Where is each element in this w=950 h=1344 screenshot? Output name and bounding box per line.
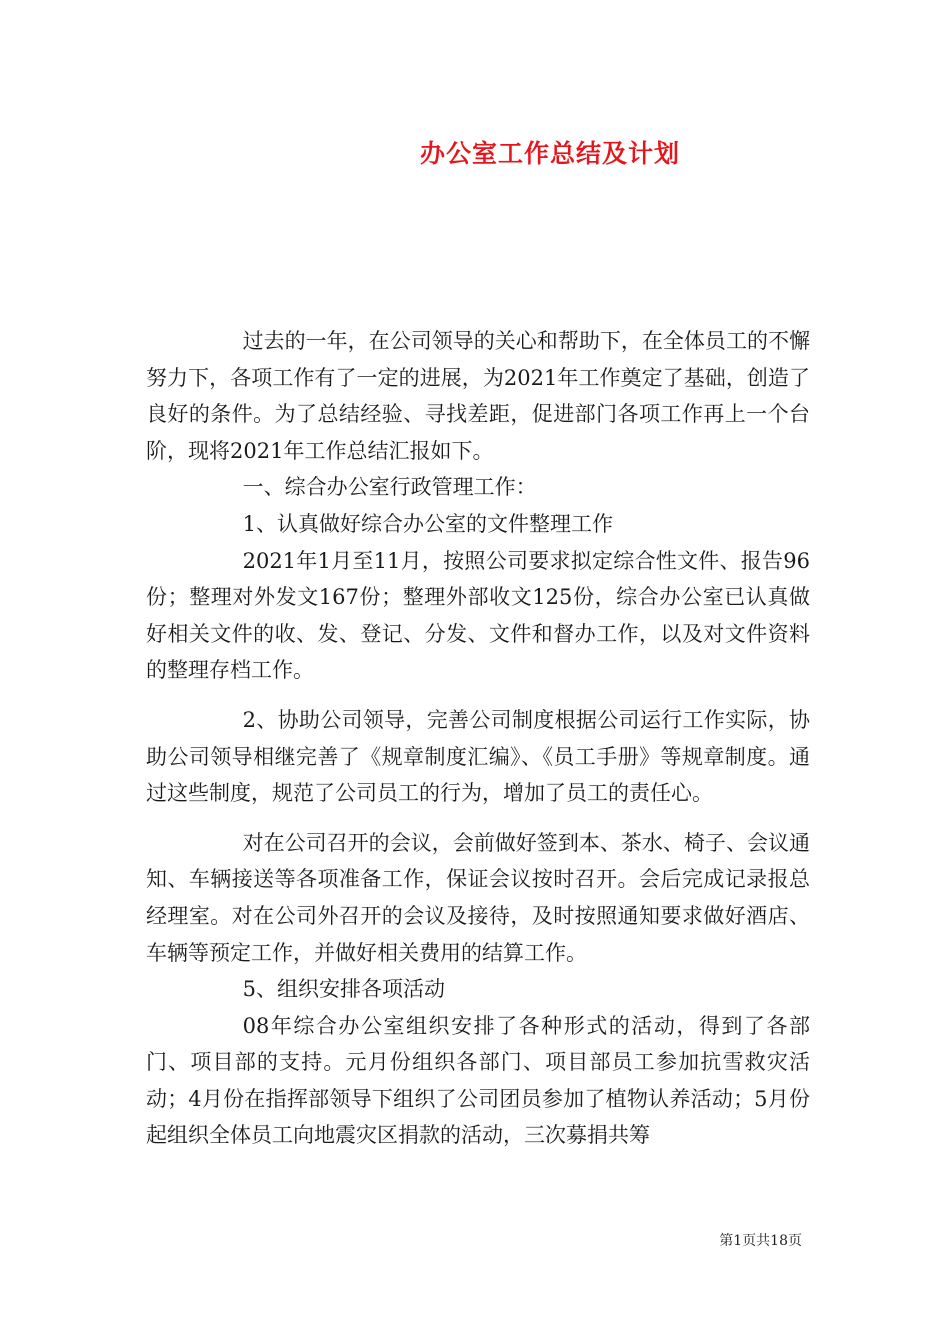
subheading-activities: 5、组织安排各项活动: [242, 977, 445, 1002]
paragraph-meetings: 对在公司召开的会议，会前做好签到本、茶水、椅子、会议通知、车辆接送等各项准备工作，保证会议按时召开。会后完成记录报总经理室。对在公司外召开的会议及接待，及时按照通知要求做好酒店、车辆等预定工作，并做好相关费用的结算工作。: [146, 830, 810, 965]
paragraph-assist-leaders: 2、协助公司领导，完善公司制度根据公司运行工作实际，协助公司领导相继完善了《规章制度汇编》、《员工手册》等规章制度。通过这些制度，规范了公司员工的行为，增加了员工的责任心。: [146, 707, 810, 806]
page-number-footer: 第1页共18页: [719, 1233, 802, 1249]
paragraph-file-work: 2021年1月至11月，按照公司要求拟定综合性文件、报告96份；整理对外发文167份；整理外部收文125份，综合办公室已认真做好相关文件的收、发、登记、分发、文件和督办工作，以及对文件资料的整理存档工作。: [146, 548, 810, 683]
section-heading-admin: 一、综合办公室行政管理工作：: [242, 475, 537, 500]
document-title: 办公室工作总结及计划: [419, 139, 680, 168]
paragraph-activities: 08年综合办公室组织安排了各种形式的活动，得到了各部门、项目部的支持。元月份组织各部门、项目部员工参加抗雪救灾活动；4月份在指挥部领导下组织了公司团员参加了植物认养活动；5月份起组织全体员工向地震灾区捐款的活动，三次募捐共筹: [146, 1013, 810, 1148]
subheading-file-work: 1、认真做好综合办公室的文件整理工作: [242, 511, 613, 536]
paragraph-intro: 过去的一年，在公司领导的关心和帮助下，在全体员工的不懈努力下，各项工作有了一定的进展，为2021年工作奠定了基础，创造了良好的条件。为了总结经验、寻找差距，促进部门各项工作再上一个台阶，现将2021年工作总结汇报如下。: [146, 329, 810, 463]
document-body: [146, 323, 810, 1154]
